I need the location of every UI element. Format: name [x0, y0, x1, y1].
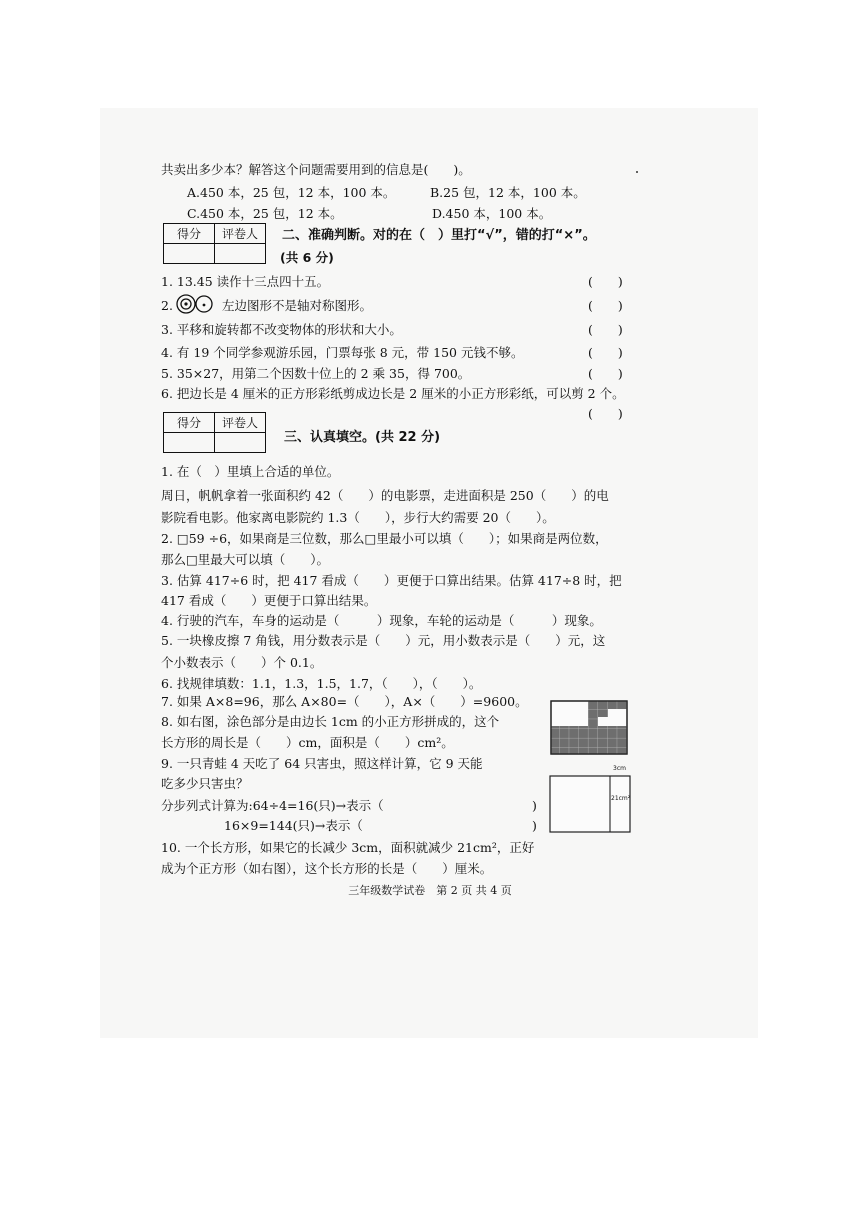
fig10-area-label: 21cm²: [611, 795, 631, 802]
section3-title: 三、认真填空。(共 22 分): [284, 430, 441, 445]
score-label: 得分: [164, 413, 215, 433]
scan-speck: [636, 171, 638, 173]
fill-line-17: 分步列式计算为:64÷4=16(只)→表示（: [161, 798, 384, 813]
section2-title: 二、准确判断。对的在（ ）里打“√”，错的打“×”。: [282, 228, 596, 243]
judge-item-6: 6. 把边长是 4 厘米的正方形彩纸剪成边长是 2 厘米的小正方形彩纸，可以剪 2 个。: [161, 386, 625, 401]
grader-label: 评卷人: [215, 413, 266, 433]
judge-answer-2[interactable]: ( ): [588, 298, 623, 313]
judge-item-3: 3. 平移和旋转都不改变物体的形状和大小。: [161, 322, 402, 337]
fill-line-4: 2. □59 ÷6，如果商是三位数，那么□里最小可以填（ ）；如果商是两位数，: [161, 531, 608, 546]
judge-answer-1[interactable]: ( ): [588, 274, 623, 289]
fill-line-16: 吃多少只害虫？: [161, 776, 249, 791]
fill-line-19: 10. 一个长方形，如果它的长减少 3cm，面积就减少 21cm²，正好: [161, 840, 535, 855]
close-paren-17: ): [532, 798, 537, 813]
score-label: 得分: [164, 224, 215, 244]
fill-line-15: 9. 一只青蛙 4 天吃了 64 只害虫，照这样计算，它 9 天能: [161, 756, 483, 771]
judge-item-2: 2.: [161, 298, 173, 313]
fill-line-11: 6. 找规律填数：1.1，1.3，1.5，1.7，（ ），（ ）。: [161, 676, 482, 691]
close-paren-18: ): [532, 818, 537, 833]
judge-answer-3[interactable]: ( ): [588, 322, 623, 337]
grader-cell[interactable]: [215, 433, 266, 453]
score-cell[interactable]: [164, 433, 215, 453]
fill-line-5: 那么□里最大可以填（ ）。: [161, 552, 330, 567]
score-table-2: [163, 223, 266, 264]
page-footer: 三年级数学试卷 第 2 页 共 4 页: [348, 884, 512, 897]
concentric-circles-figure: [176, 292, 216, 316]
fill-line-8: 4. 行驶的汽车，车身的运动是（ ）现象，车轮的运动是（ ）现象。: [161, 613, 602, 628]
intro-question: 共卖出多少本？解答这个问题需要用到的信息是( )。: [161, 162, 471, 177]
fill-line-14: 长方形的周长是（ ）cm，面积是（ ）cm²。: [161, 735, 454, 750]
judge-item-5: 5. 35×27，用第二个因数十位上的 2 乘 35，得 700。: [161, 366, 471, 381]
judge-answer-6[interactable]: ( ): [588, 406, 623, 421]
fill-line-1: 1. 在（ ）里填上合适的单位。: [161, 464, 340, 479]
score-table-3: [163, 412, 266, 453]
judge-item-1: 1. 13.45 读作十三点四十五。: [161, 274, 330, 289]
judge-answer-4[interactable]: ( ): [588, 345, 623, 360]
option-d: D.450 本，100 本。: [432, 206, 552, 221]
option-b: B.25 包，12 本，100 本。: [430, 185, 586, 200]
fig10-top-label: 3cm: [613, 765, 626, 772]
grader-cell[interactable]: [215, 244, 266, 264]
fill-line-6: 3. 估算 417÷6 时，把 417 看成（ ）更便于口算出结果。估算 417÷8 时，把: [161, 573, 622, 588]
judge-item-2-text: 左边图形不是轴对称图形。: [222, 298, 373, 313]
score-cell[interactable]: [164, 244, 215, 264]
fill-line-20: 成为个正方形（如右图），这个长方形的长是（ ）厘米。: [161, 861, 493, 876]
fill-line-13: 8. 如右图，涂色部分是由边长 1cm 的小正方形拼成的，这个: [161, 714, 500, 729]
fill-line-7: 417 看成（ ）更便于口算出结果。: [161, 593, 377, 608]
judge-answer-5[interactable]: ( ): [588, 366, 623, 381]
judge-item-4: 4. 有 19 个同学参观游乐园，门票每张 8 元，带 150 元钱不够。: [161, 345, 524, 360]
shaded-squares-figure: [550, 700, 630, 756]
fill-line-12: 7. 如果 A×8=96，那么 A×80=（ ），A×（ ）=9600。: [161, 694, 528, 709]
fill-line-18: 16×9=144(只)→表示（: [224, 818, 363, 833]
section2-points: (共 6 分): [280, 250, 334, 265]
option-a: A.450 本，25 包，12 本，100 本。: [187, 185, 396, 200]
grader-label: 评卷人: [215, 224, 266, 244]
fill-line-2: 周日，帆帆拿着一张面积约 42（ ）的电影票，走进面积是 250（ ）的电: [161, 488, 609, 503]
option-c: C.450 本，25 包，12 本。: [187, 206, 343, 221]
fill-line-10: 个小数表示（ ）个 0.1。: [161, 655, 323, 670]
fill-line-3: 影院看电影。他家离电影院约 1.3（ ），步行大约需要 20（ ）。: [161, 510, 555, 525]
fill-line-9: 5. 一块橡皮擦 7 角钱，用分数表示是（ ）元，用小数表示是（ ）元，这: [161, 633, 606, 648]
